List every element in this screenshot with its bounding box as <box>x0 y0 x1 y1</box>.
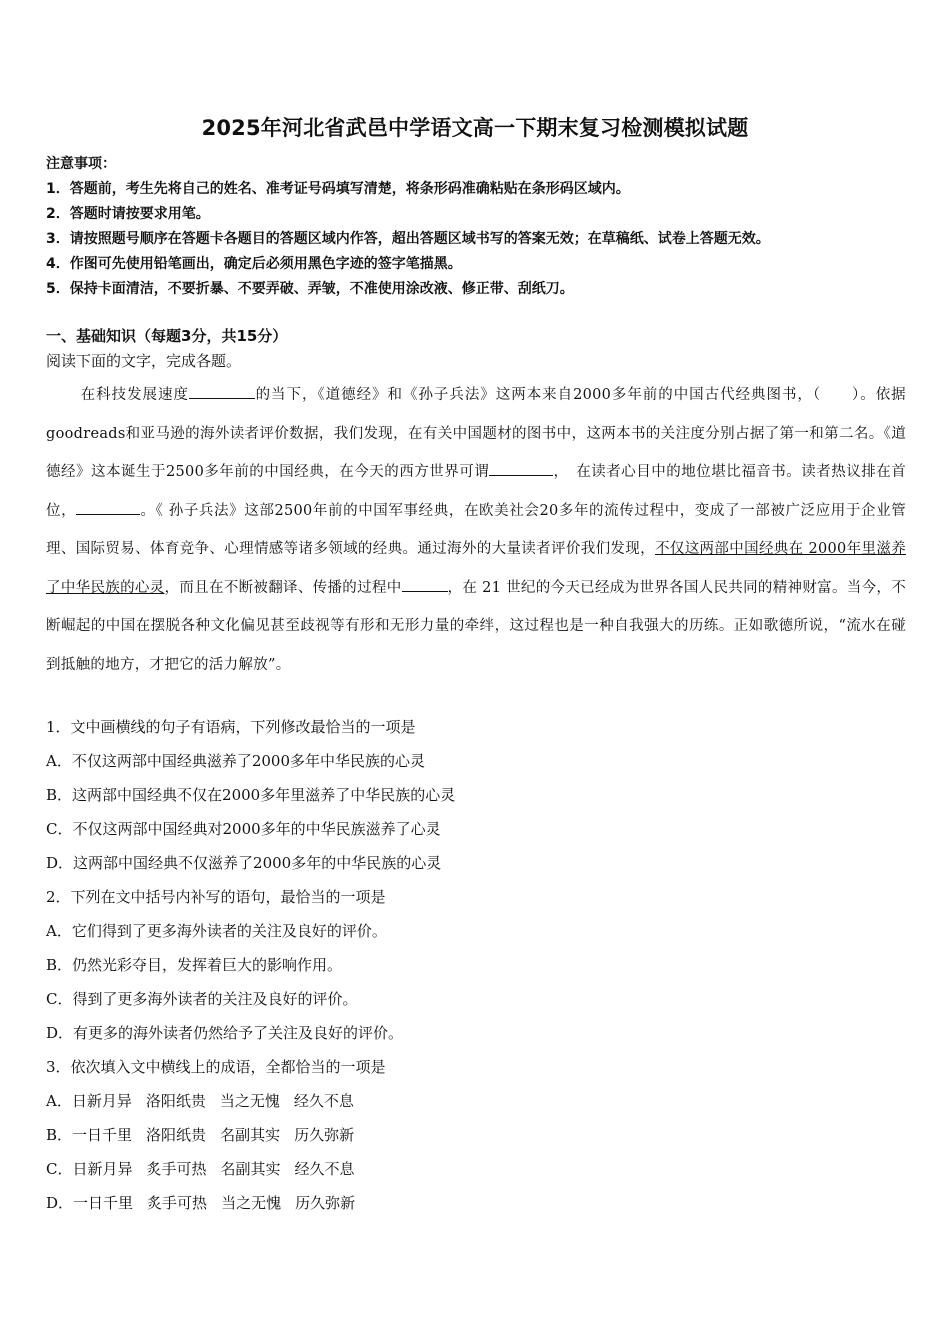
page-title: 2025年河北省武邑中学语文高一下期末复习检测模拟试题 <box>201 116 749 140</box>
question-stem: 1．文中画横线的句子有语病，下列修改最恰当的一项是 <box>46 718 416 736</box>
answer-option <box>46 1118 906 1152</box>
notice-item: 2．答题时请按要求用笔。 <box>46 206 210 222</box>
question-stem: 3．依次填入文中横线上的成语，全都恰当的一项是 <box>46 1058 386 1076</box>
option-label: B． <box>46 1126 73 1144</box>
answer-option: D．有更多的海外读者仍然给予了关注及良好的评价。 <box>46 1024 404 1042</box>
idiom: 日新月异 <box>71 1092 132 1110</box>
questions-block <box>46 710 906 1220</box>
idiom: 日新月异 <box>72 1160 133 1178</box>
question-stem: 2．下列在文中括号内补写的语句，最恰当的一项是 <box>46 888 386 906</box>
idiom: 历久弥新 <box>295 1194 356 1212</box>
answer-option: B．仍然光彩夺目，发挥着巨大的影响作用。 <box>46 956 343 974</box>
notice-heading: 注意事项： <box>46 156 116 172</box>
answer-option <box>46 1186 906 1220</box>
idiom: 炙手可热 <box>147 1194 208 1212</box>
idiom: 炙手可热 <box>146 1160 207 1178</box>
notice-item: 4．作图可先使用铅笔画出，确定后必须用黑色字迹的签字笔描黑。 <box>46 256 462 272</box>
answer-option: A．它们得到了更多海外读者的关注及良好的评价。 <box>46 922 387 940</box>
idiom: 洛阳纸贵 <box>145 1092 206 1110</box>
passage-text: 。《 孙子兵法》这部2500年前的中国军事经典，在欧美社会20多年的流传过程中，变成了一部被广泛应用于企业管理、国际贸易、体育竞争、心理情感等诸多领域的经典。通过海外的大量读者评价我们发现， <box>46 502 906 557</box>
answer-option: A．不仅这两部中国经典滋养了2000多年中华民族的心灵 <box>46 752 426 770</box>
idiom: 名副其实 <box>220 1126 281 1144</box>
idiom: 经久不息 <box>294 1160 355 1178</box>
idiom: 当之无愧 <box>221 1194 282 1212</box>
idiom: 名副其实 <box>220 1160 281 1178</box>
passage-text: ，在 21 世纪的今天已经成为世界各国人民共同的精神财富。当今，不断崛起的中国在摆脱各种文化偏见甚至歧视等有形和无形力量的牵绊，这过程也是一种自我强大的历练。正如歌德所说，“流水在碰到抵触的地方，才把它的活力解放”。 <box>46 579 906 673</box>
answer-option <box>46 1084 906 1118</box>
fill-blank-2 <box>489 461 553 476</box>
answer-option: C．不仅这两部中国经典对2000多年的中华民族滋养了心灵 <box>46 820 441 838</box>
passage-text: 在科技发展速度 <box>80 387 189 403</box>
fill-blank-1 <box>189 384 255 399</box>
idiom: 洛阳纸贵 <box>146 1126 207 1144</box>
idiom: 经久不息 <box>293 1092 354 1110</box>
answer-option <box>46 1152 906 1186</box>
answer-option: D．这两部中国经典不仅滋养了2000多年的中华民族的心灵 <box>46 854 442 872</box>
answer-option: C．得到了更多海外读者的关注及良好的评价。 <box>46 990 358 1008</box>
answer-option: B．这两部中国经典不仅在2000多年里滋养了中华民族的心灵 <box>46 786 456 804</box>
notice-item: 1．答题前，考生先将自己的姓名、准考证号码填写清楚，将条形码准确粘贴在条形码区域内。 <box>46 181 630 197</box>
option-label: C． <box>46 1160 73 1178</box>
notice-block <box>46 152 916 302</box>
passage-text: 的当下，《道德经》和《孙子兵法》这两本来自2000多年前的中国古代经典图书，（ ）。依据goodreads和亚马逊的海外读者评价数据，我们发现，在有关中国题材的图书中，这两本书的关注度分别占据了第一和第二名。《道德经》这本诞生于2500多年前的中国经典，在今天的西方世界可谓 <box>46 387 906 480</box>
idiom: 一日千里 <box>72 1126 133 1144</box>
passage-text: ，而且在不断被翻译、传播的过程中 <box>164 579 402 596</box>
idiom: 历久弥新 <box>294 1126 355 1144</box>
fill-blank-4 <box>402 577 448 592</box>
notice-item: 3．请按照题号顺序在答题卡各题目的答题区域内作答，超出答题区域书写的答案无效；在草稿纸、试卷上答题无效。 <box>46 231 770 247</box>
option-label: D． <box>46 1194 74 1212</box>
idiom: 一日千里 <box>73 1194 134 1212</box>
passage-text: ， 在读者心目中的地位堪比福音书。读者热议排在首位， <box>46 464 907 519</box>
section-intro: 阅读下面的文字，完成各题。 <box>46 352 242 370</box>
option-label: A． <box>46 1092 72 1110</box>
underlined-sentence: 不仅这两部中国经典在 2000年里滋养了中华民族的心灵 <box>46 541 906 596</box>
fill-blank-3 <box>76 500 140 515</box>
idiom: 当之无愧 <box>219 1092 280 1110</box>
reading-passage <box>46 376 906 684</box>
notice-item: 5．保持卡面清洁，不要折暴、不要弄破、弄皱，不准使用涂改液、修正带、刮纸刀。 <box>46 281 574 297</box>
section-title: 一、基础知识（每题3分，共15分） <box>46 327 288 345</box>
